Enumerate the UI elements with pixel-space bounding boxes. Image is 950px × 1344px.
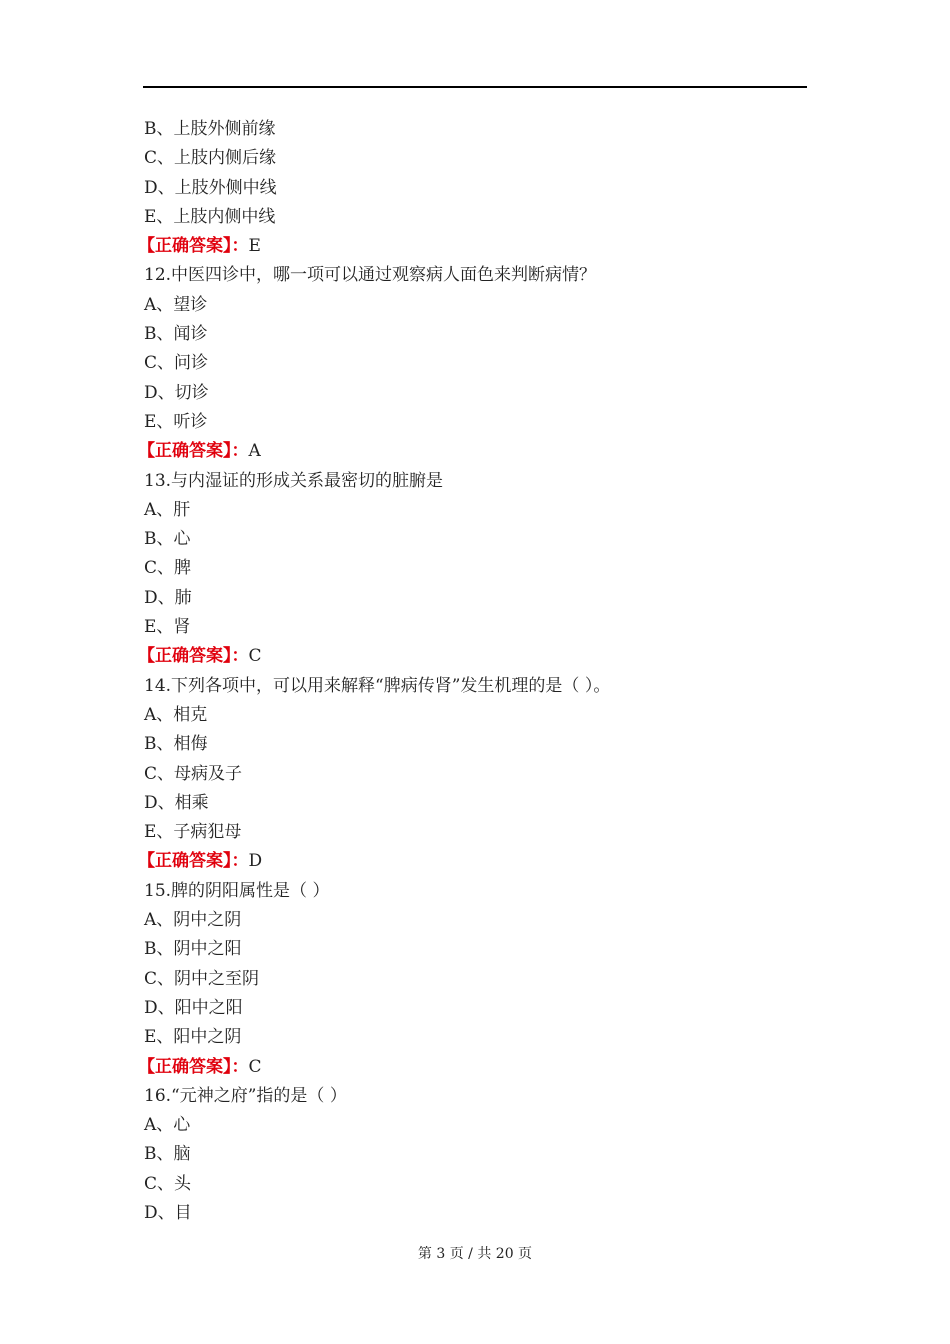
answer-line: [138, 847, 806, 876]
answer-option: E、上肢内侧中线: [144, 206, 276, 227]
answer-option: D、上肢外侧中线: [144, 177, 277, 198]
answer-option: D、相乘: [144, 792, 209, 813]
document-body: [138, 115, 806, 1228]
answer-line: [138, 232, 806, 261]
answer-option: A、肝: [144, 499, 191, 520]
answer-line: [138, 437, 806, 466]
question-stem: 12.中医四诊中，哪一项可以通过观察病人面色来判断病情？: [144, 265, 597, 286]
answer-line: [138, 642, 806, 671]
answer-option: D、肺: [144, 587, 192, 608]
answer-label: 【正确答案】：: [138, 851, 249, 872]
answer-option: B、脑: [144, 1144, 191, 1165]
answer-line: [138, 1053, 806, 1082]
answer-label: 【正确答案】：: [138, 1056, 249, 1077]
answer-value: E: [248, 236, 261, 257]
answer-option: E、子病犯母: [144, 822, 242, 843]
answer-option: B、上肢外侧前缘: [144, 119, 276, 139]
answer-option: B、阴中之阳: [144, 939, 242, 960]
answer-option: B、闻诊: [144, 324, 208, 345]
answer-option: A、心: [144, 1115, 191, 1136]
answer-option: C、头: [144, 1173, 192, 1194]
question-stem: 15.脾的阴阳属性是（ ）: [144, 880, 330, 901]
question-stem: 13.与内湿证的形成关系最密切的脏腑是: [144, 470, 444, 491]
answer-option: C、母病及子: [144, 763, 243, 784]
answer-option: D、目: [144, 1202, 192, 1223]
header-rule: [143, 86, 807, 88]
answer-option: A、望诊: [144, 294, 208, 315]
question-stem: 14.下列各项中，可以用来解释“脾病传肾”发生机理的是（ ）。: [144, 675, 611, 696]
page-footer: 第 3 页 / 共 20 页: [417, 1246, 533, 1262]
answer-option: A、相克: [144, 704, 208, 725]
question-stem: 16.“元神之府”指的是（ ）: [144, 1085, 347, 1106]
answer-option: E、阳中之阴: [144, 1027, 242, 1048]
answer-option: B、心: [144, 529, 191, 550]
answer-option: C、上肢内侧后缘: [144, 148, 277, 169]
answer-option: B、相侮: [144, 734, 208, 755]
answer-option: D、阳中之阳: [144, 997, 243, 1018]
answer-option: E、听诊: [144, 411, 208, 432]
answer-label: 【正确答案】：: [138, 646, 249, 667]
answer-option: D、切诊: [144, 382, 209, 403]
answer-value: C: [248, 1056, 262, 1077]
answer-label: 【正确答案】：: [138, 236, 249, 257]
answer-option: C、脾: [144, 558, 192, 579]
answer-option: E、肾: [144, 617, 191, 638]
answer-label: 【正确答案】：: [138, 441, 249, 462]
answer-value: A: [248, 441, 261, 462]
answer-option: A、阴中之阴: [144, 910, 242, 931]
answer-value: D: [248, 851, 263, 872]
answer-value: C: [248, 646, 262, 667]
answer-option: C、阴中之至阴: [144, 968, 260, 989]
answer-option: C、问诊: [144, 353, 209, 374]
